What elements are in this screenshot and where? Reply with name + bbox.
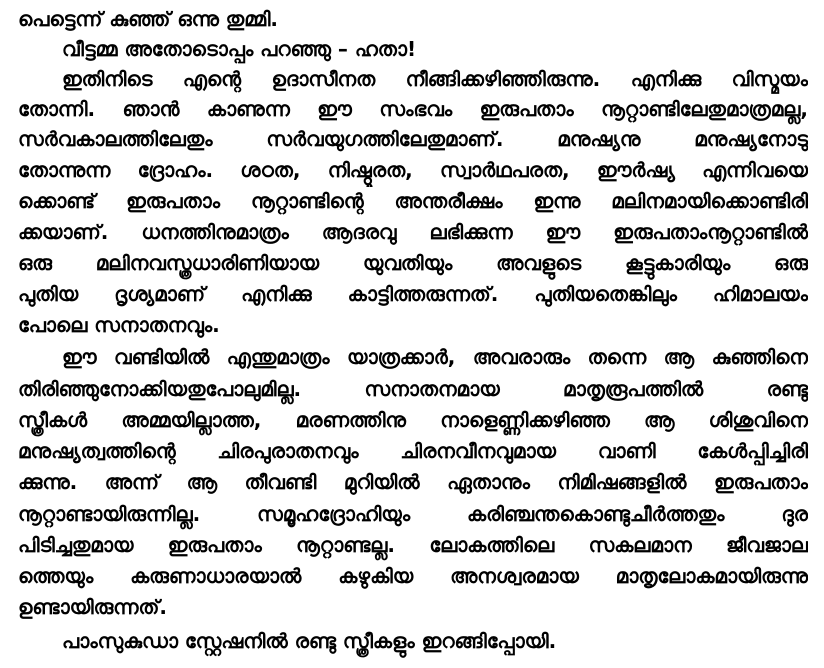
text-line: സ്ത്രീകൾ അമ്മയില്ലാത്ത, മരണത്തിനു നാളെണ്ണിക്കഴിഞ്ഞ ആ ശിശുവിനെ [18, 408, 808, 432]
text-line: പിടിച്ചതുമായ ഇരുപതാം നൂറ്റാണ്ടല്ല. ലോകത്തിലെ സകലമാന ജീവജാല [18, 533, 808, 557]
text-line: പാംസുകുഡാ സ്റ്റേഷനിൽ രണ്ടു സ്ത്രീകളും ഇറങ്ങിപ്പോയി. [62, 629, 557, 653]
text-line: ക്കൊണ്ട് ഇരുപതാം നൂറ്റാണ്ടിന്റെ അന്തരീക്ഷം ഇന്നു മലിനമായിക്കൊണ്ടിരി [18, 189, 808, 213]
text-line: ഉണ്ടായിരുന്നത്. [18, 595, 167, 619]
text-line: വീട്ടമ്മ അതോടൊപ്പം പറഞ്ഞു – ഹതാ! [62, 37, 417, 61]
text-line: പോലെ സനാതനവും. [18, 313, 220, 337]
text-line: നൂറ്റാണ്ടായിരുന്നില്ല. സമൂഹദ്രോഹിയും കരിഞ്ചന്തകൊണ്ടുചീർത്തതും ദുര [18, 502, 808, 526]
text-line: തോന്നി. ഞാൻ കാണുന്ന ഈ സംഭവം ഇരുപതാം നൂറ്റാണ്ടിലേതുമാത്രമല്ല, [18, 97, 808, 121]
text-line: ഇതിനിടെ എന്റെ ഉദാസീനത നീങ്ങിക്കഴിഞ്ഞിരുന്നു. എനിക്കു വിസ്മയം [62, 67, 808, 91]
text-line: തോന്നുന്ന ദ്രോഹം. ശഠത, നിഷ്ഠൂരത, സ്വാർഥപരത, ഈർഷ്യ എന്നിവയെ [18, 158, 808, 182]
text-line: ക്കുന്നു. അന്ന് ആ തീവണ്ടി മുറിയിൽ ഏതാനും നിമിഷങ്ങളിൽ ഇരുപതാം [18, 470, 808, 494]
text-line: മനുഷ്യത്വത്തിന്റെ ചിരപുരാതനവും ചിരനവീനവുമായ വാണി കേൾപ്പിച്ചിരി [18, 439, 808, 463]
text-line: സർവകാലത്തിലേതും സർവയുഗത്തിലേതുമാണ്. മനുഷ്യനു മനുഷ്യനോടു [18, 127, 808, 151]
text-line: പുതിയ ദൃശ്യമാണ് എനിക്കു കാട്ടിത്തരുന്നത്. പുതിയതെങ്കിലും ഹിമാലയം [18, 282, 808, 306]
text-line: ഈ വണ്ടിയിൽ എന്തുമാത്രം യാത്രക്കാർ, അവരാരും തന്നെ ആ കുഞ്ഞിനെ [62, 345, 808, 369]
text-line: ഒരു മലിനവസ്ത്രധാരിണിയായ യുവതിയും അവളുടെ കൂട്ടുകാരിയും ഒരു [18, 251, 808, 275]
text-line: ത്തെയും കരുണാധാരയാൽ കഴുകിയ അനശ്വരമായ മാതൃലോകമായിരുന്നു [18, 564, 808, 588]
text-line: പെട്ടെന്ന് കുഞ്ഞ് ഒന്നു തുമ്മി. [18, 7, 279, 31]
text-line: തിരിഞ്ഞുനോക്കിയതുപോലുമില്ല. സനാതനമായ മാതൃരൂപത്തിൽ രണ്ടു [18, 377, 808, 401]
text-line: ക്കയാണ്. ധനത്തിനുമാത്രം ആദരവു ലഭിക്കുന്ന ഈ ഇരുപതാംനൂറ്റാണ്ടിൽ [18, 220, 808, 244]
